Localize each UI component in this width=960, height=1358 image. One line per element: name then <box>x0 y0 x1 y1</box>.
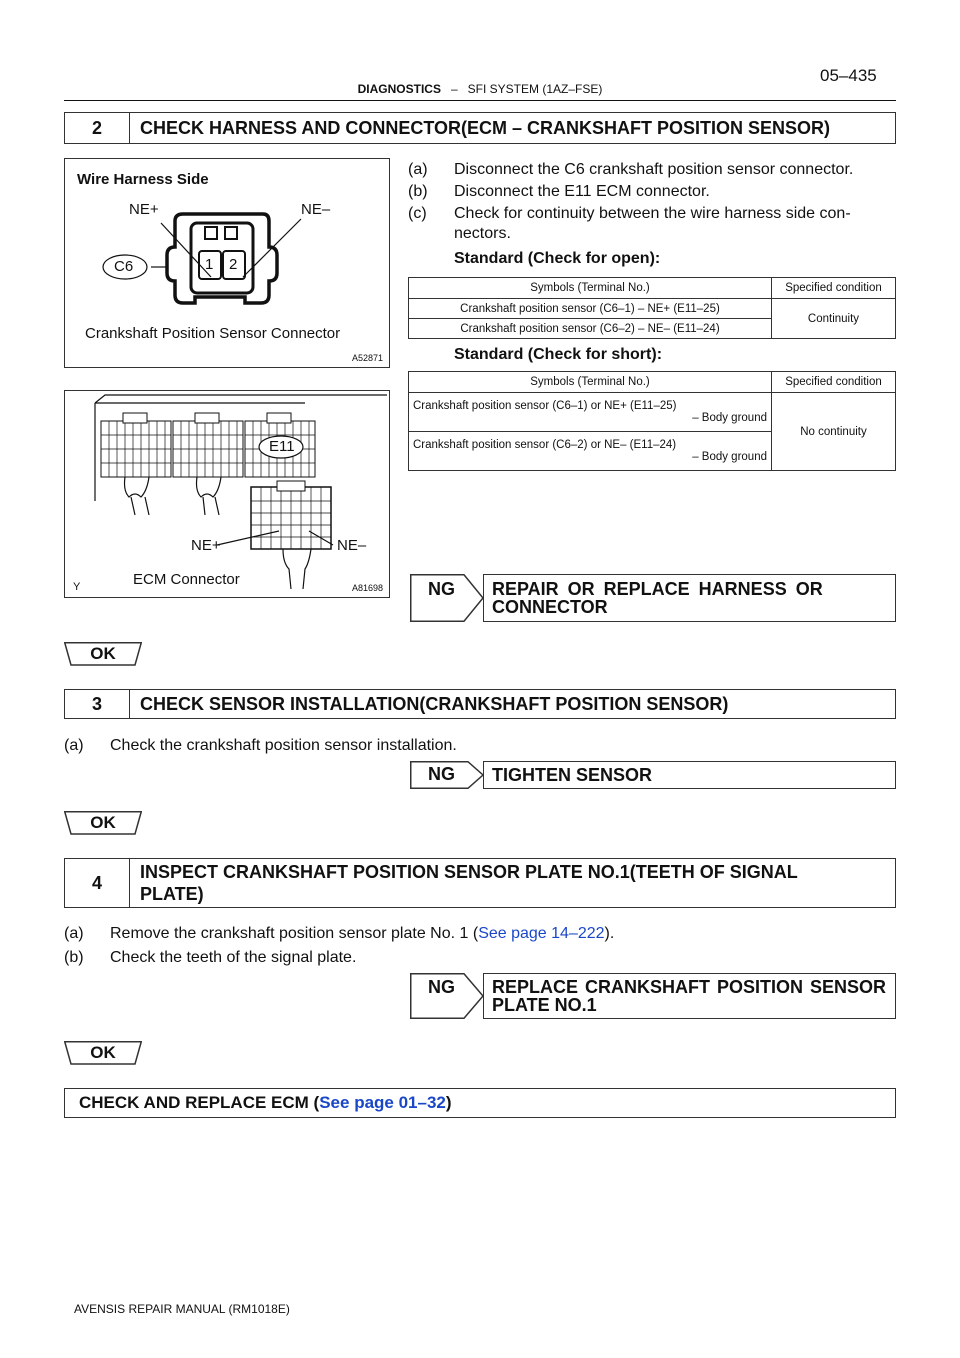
step-4-instruction-b-text: Check the teeth of the signal plate. <box>110 949 357 966</box>
standard-open-title: Standard (Check for open): <box>454 250 661 267</box>
ok-tab-2 <box>64 811 142 833</box>
instruction-c-cont <box>408 224 898 244</box>
step-4-instruction-a <box>64 924 894 944</box>
step-2-header <box>64 112 896 144</box>
short-row-2-line1: Crankshaft position sensor (C6–2) or NE– (E11–24) <box>413 439 677 451</box>
short-row-1-line2: – Body ground <box>692 412 767 424</box>
final-action-end: ) <box>445 1093 452 1112</box>
ng-arrow <box>410 761 484 789</box>
ng-action-line2: PLATE NO.1 <box>492 995 597 1015</box>
short-row-2-line2: – Body ground <box>692 451 767 463</box>
figure-2-pin-ne-plus: NE+ <box>191 537 221 554</box>
figure-2-corner: Y <box>73 581 81 593</box>
step-4-instructions <box>64 924 894 968</box>
col-specified: Specified condition <box>772 278 896 299</box>
ng-arrow <box>410 574 484 622</box>
open-row-2: Crankshaft position sensor (C6–2) – NE– (E11–24) <box>409 319 772 339</box>
short-condition: No continuity <box>772 393 896 471</box>
standard-short-table <box>408 371 896 471</box>
figure-2-code: A81698 <box>351 583 383 593</box>
ecm-connector-drawing <box>65 391 389 597</box>
figure-2-caption: ECM Connector <box>133 571 240 588</box>
figure-1-pin-ne-plus: NE+ <box>129 201 159 218</box>
ng-action: TIGHTEN SENSOR <box>483 761 896 789</box>
ng-label: NG <box>428 579 455 599</box>
standard-short-title: Standard (Check for short): <box>454 346 663 363</box>
step-4-instruction-a-text: Remove the crankshaft position sensor plate No. 1 ( <box>110 925 479 942</box>
figure-1-pin-2: 2 <box>229 256 238 273</box>
step-4-ng-result <box>410 973 896 1019</box>
instruction-b-label: (b) <box>408 183 428 200</box>
step-3-number: 3 <box>65 690 130 718</box>
figure-1-caption: Crankshaft Position Sensor Connector <box>85 325 341 342</box>
figure-1-title: Wire Harness Side <box>77 171 209 188</box>
ng-action <box>483 973 896 1019</box>
step-2-number: 2 <box>65 113 130 143</box>
ng-action-line1: REPAIR OR REPLACE HARNESS OR <box>492 579 823 599</box>
step-4-title-line1: INSPECT CRANKSHAFT POSITION SENSOR PLATE NO.1(TEETH OF SIGNAL <box>140 862 798 882</box>
step-4-title-line2: PLATE) <box>140 884 204 904</box>
step-3-header <box>64 689 896 719</box>
header-section: DIAGNOSTICS <box>357 82 441 96</box>
see-page-01-32-link[interactable]: See page 01–32 <box>319 1093 446 1112</box>
table-header-row <box>409 372 896 393</box>
short-row-1-line1: Crankshaft position sensor (C6–1) or NE+ (E11–25) <box>413 400 677 412</box>
running-header <box>0 82 960 96</box>
col-specified: Specified condition <box>772 372 896 393</box>
ng-action <box>483 574 896 622</box>
table-header-row <box>409 278 896 299</box>
ok-label-1: OK <box>90 644 116 663</box>
step-3-title: CHECK SENSOR INSTALLATION(CRANKSHAFT POSITION SENSOR) <box>140 694 729 714</box>
short-row-1 <box>409 393 772 432</box>
ng-label: NG <box>428 977 455 997</box>
step-2-title: CHECK HARNESS AND CONNECTOR(ECM – CRANKSHAFT POSITION SENSOR) <box>140 118 831 138</box>
step-3-instruction <box>64 736 457 756</box>
ng-arrow <box>410 973 484 1019</box>
step-4-instruction-b <box>64 948 894 968</box>
col-symbols: Symbols (Terminal No.) <box>409 372 772 393</box>
open-condition: Continuity <box>772 299 896 339</box>
footer: AVENSIS REPAIR MANUAL (RM1018E) <box>74 1302 290 1316</box>
figure-1-connector-id: C6 <box>114 258 134 275</box>
table-row <box>409 393 896 432</box>
ng-label: NG <box>428 764 455 784</box>
step-2-ng-result <box>410 574 896 622</box>
instruction-b <box>408 182 898 202</box>
figure-1-code: A52871 <box>351 353 383 363</box>
ok-tab-1 <box>64 642 142 664</box>
short-row-2 <box>409 432 772 471</box>
instruction-c-cont-text: nectors. <box>454 225 511 242</box>
table-row <box>409 299 896 319</box>
standard-open-table <box>408 277 896 339</box>
ok-label-2: OK <box>90 813 116 832</box>
step-3-ng-result <box>410 761 896 789</box>
instruction-b-text: Disconnect the E11 ECM connector. <box>454 183 710 200</box>
ng-action-line1: REPLACE CRANKSHAFT POSITION SENSOR <box>492 977 887 997</box>
step-4-number: 4 <box>65 859 130 907</box>
figure-1-pin-ne-minus: NE– <box>301 201 331 218</box>
instruction-a-label: (a) <box>408 161 428 178</box>
figure-1-pin-1: 1 <box>205 256 214 273</box>
see-page-14-222-link[interactable]: See page 14–222 <box>478 925 605 942</box>
instruction-a-text: Disconnect the C6 crankshaft position sensor connector. <box>454 161 854 178</box>
figure-2-pin-ne-minus: NE– <box>337 537 367 554</box>
figure-2-connector-id: E11 <box>269 438 295 455</box>
step-4-title <box>130 859 895 907</box>
instruction-c <box>408 204 898 224</box>
step-4-instruction-a-end: ). <box>604 925 615 942</box>
instruction-a <box>408 160 898 180</box>
step-3-instruction-text: Check the crankshaft position sensor installation. <box>110 737 457 754</box>
instruction-c-text: Check for continuity between the wire harness side con- <box>454 205 851 222</box>
crankshaft-sensor-connector-figure <box>64 158 390 368</box>
step-4-instruction-a-label: (a) <box>64 925 84 942</box>
step-4-header <box>64 858 896 908</box>
step-3-instruction-label: (a) <box>64 737 84 754</box>
open-row-1: Crankshaft position sensor (C6–1) – NE+ (E11–25) <box>409 299 772 319</box>
col-symbols: Symbols (Terminal No.) <box>409 278 772 299</box>
final-action-text: CHECK AND REPLACE ECM ( <box>79 1093 320 1112</box>
ng-action-line2: CONNECTOR <box>492 597 608 617</box>
ok-label-3: OK <box>90 1043 116 1062</box>
step-4-instruction-b-label: (b) <box>64 949 84 966</box>
header-separator: – <box>450 82 458 96</box>
final-action-box <box>64 1088 896 1118</box>
page-number: 05–435 <box>820 66 877 85</box>
ok-tab-3 <box>64 1041 142 1063</box>
instruction-c-label: (c) <box>408 205 427 222</box>
ecm-connector-figure <box>64 390 390 598</box>
step-2-instructions <box>408 160 898 244</box>
header-subsection: SFI SYSTEM (1AZ–FSE) <box>467 82 603 96</box>
header-rule <box>64 100 896 101</box>
